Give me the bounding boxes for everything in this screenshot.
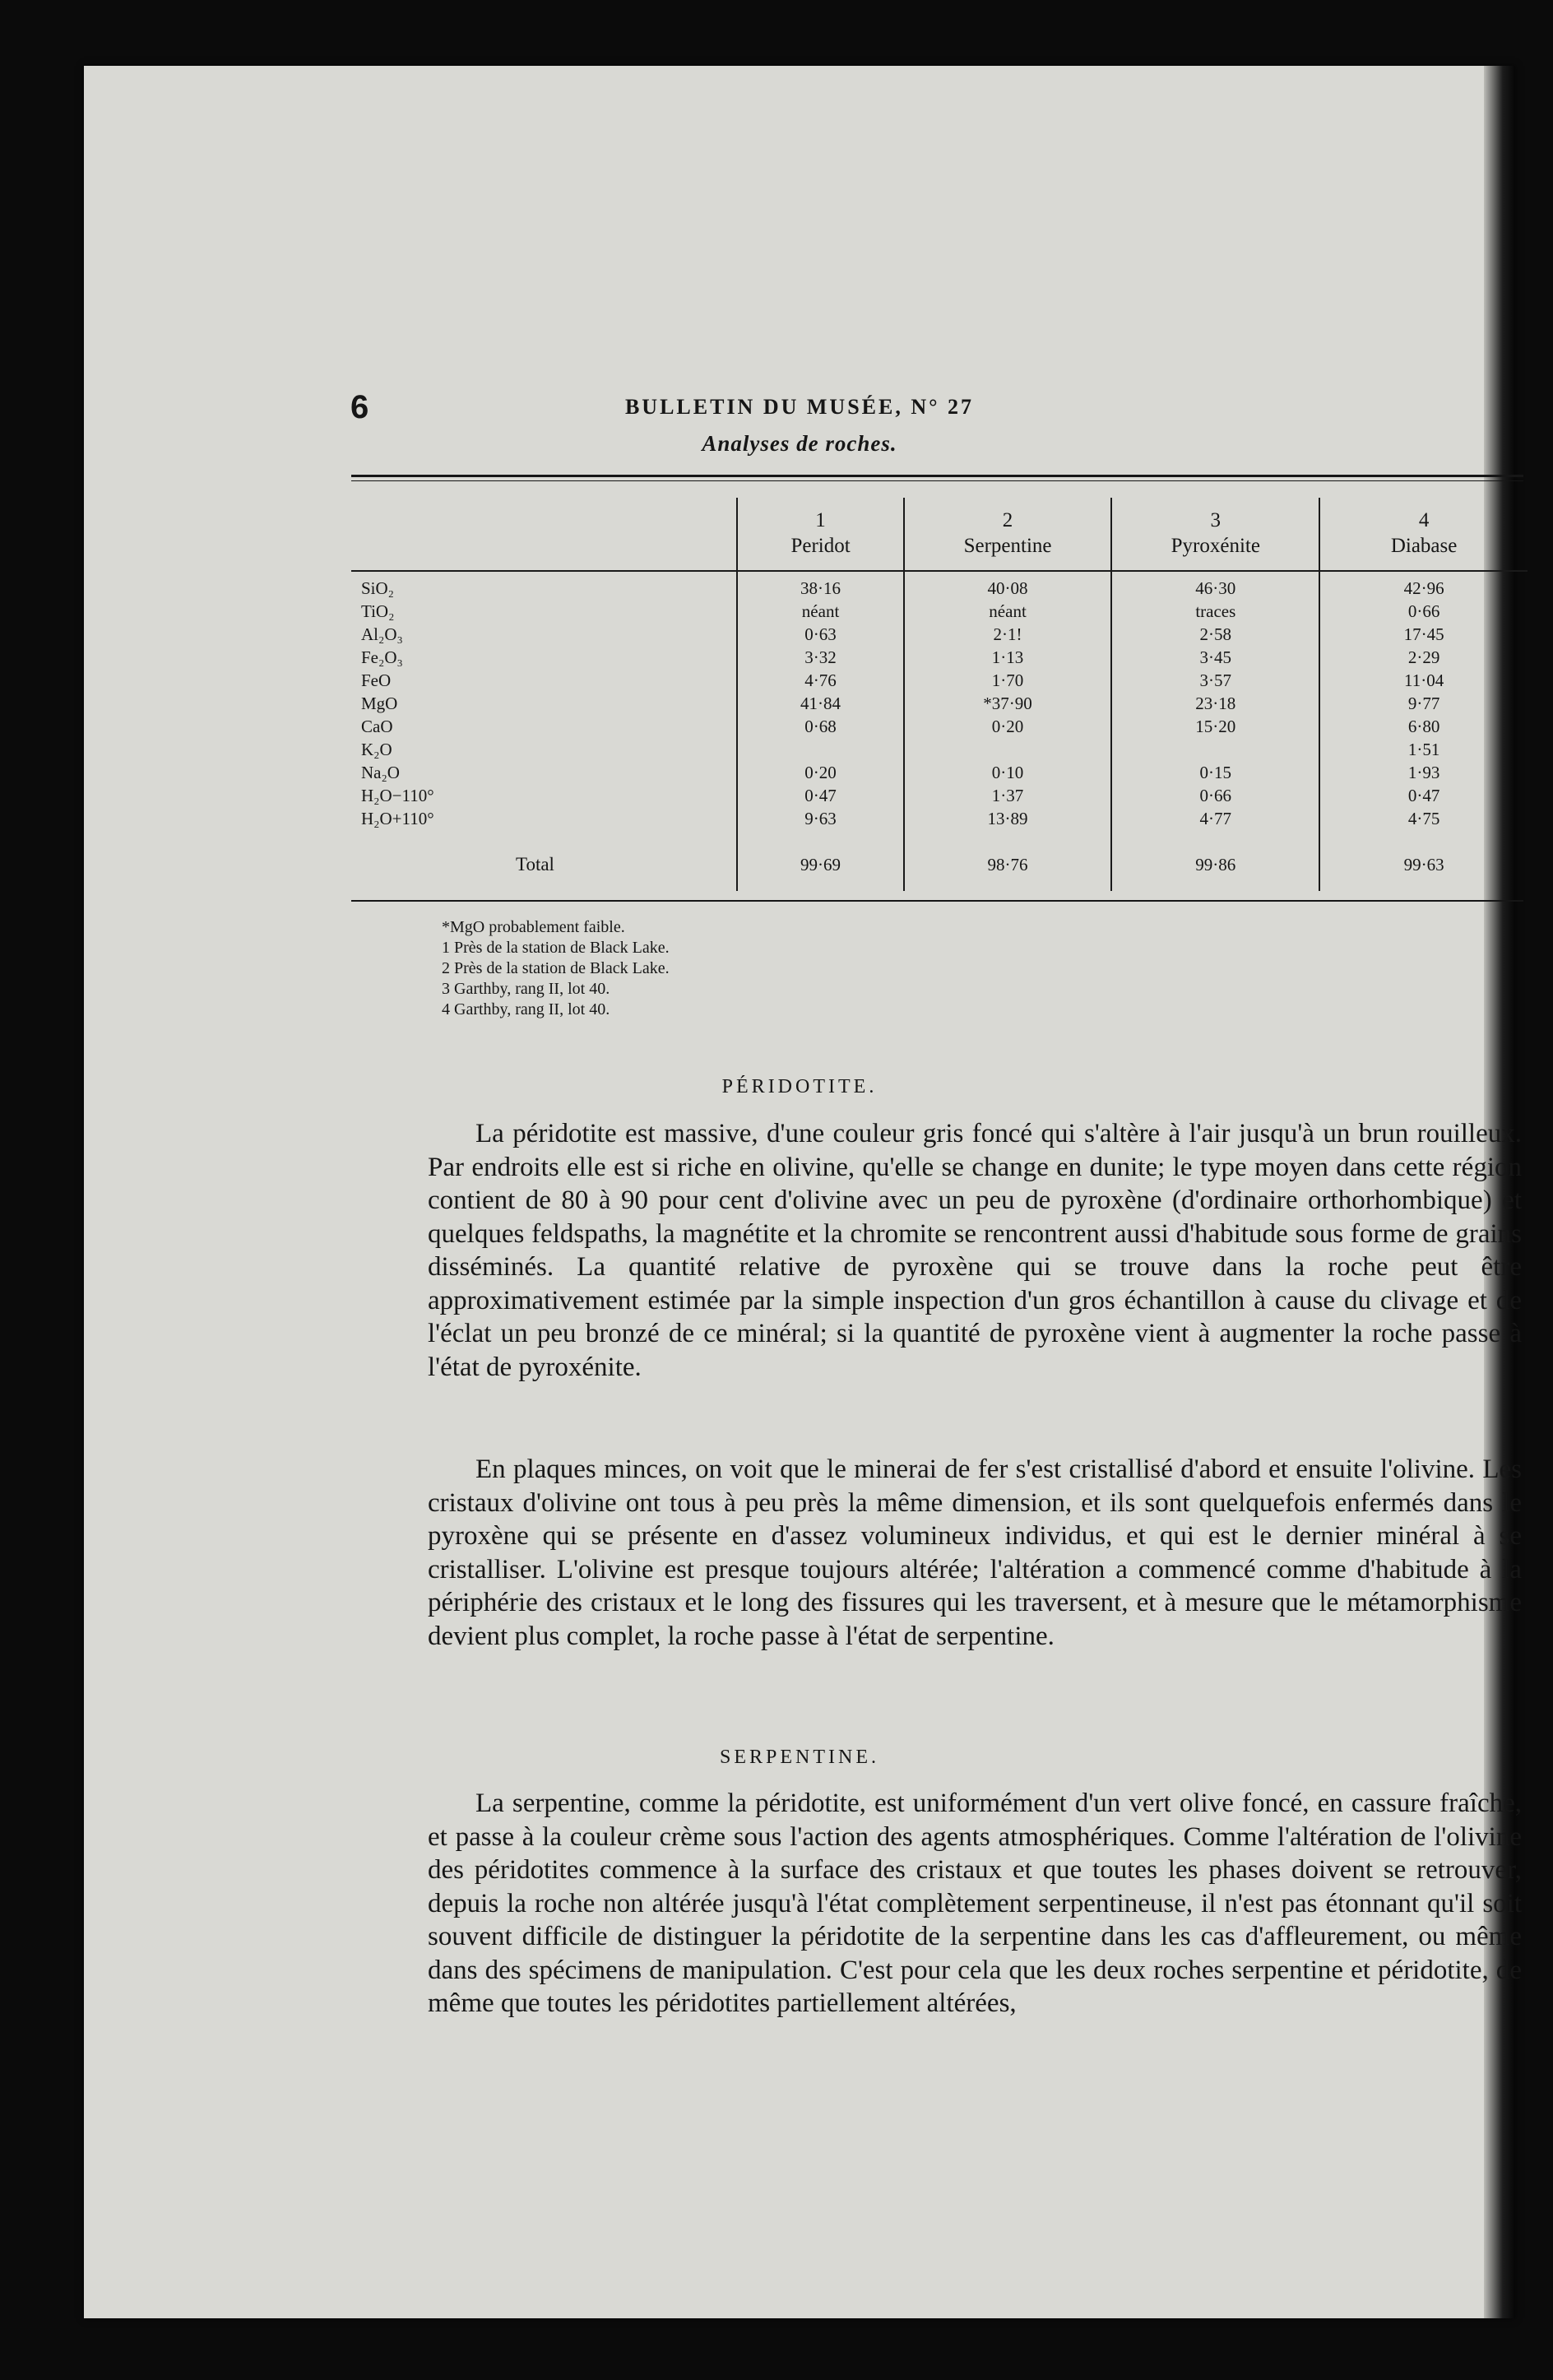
total-label: Total bbox=[516, 854, 554, 875]
column-2-values bbox=[904, 571, 1112, 830]
table-cell: 0·15 bbox=[1199, 763, 1232, 782]
header-blank bbox=[351, 498, 737, 571]
table-cell: 0·68 bbox=[804, 717, 837, 736]
oxide-label: H₂O+110° bbox=[361, 809, 434, 828]
oxide-labels-cell bbox=[351, 571, 737, 830]
column-header-1: 1 Peridot bbox=[737, 498, 903, 571]
table-cell bbox=[905, 738, 1111, 761]
table-caption: Analyses de roches. bbox=[702, 431, 897, 456]
table-cell: 15·20 bbox=[1195, 717, 1236, 736]
oxide-label: Al₂O₃ bbox=[361, 624, 403, 644]
total-2: 98·76 bbox=[904, 830, 1112, 891]
footnote: 1 Près de la station de Black Lake. bbox=[442, 939, 670, 957]
column-header-4: 4 Diabase bbox=[1319, 498, 1528, 571]
table-cell: 3·45 bbox=[1199, 647, 1232, 667]
column-3-values bbox=[1111, 571, 1319, 830]
section-heading-serpentine: SERPENTINE. bbox=[720, 1747, 879, 1768]
oxide-label: CaO bbox=[361, 717, 393, 736]
table-cell bbox=[1112, 738, 1319, 761]
table-cell: 1·51 bbox=[1407, 740, 1440, 759]
table-top-rule bbox=[351, 475, 1523, 477]
footnote: *MgO probablement faible. bbox=[442, 918, 625, 936]
table-cell: 0·66 bbox=[1407, 601, 1440, 621]
footnote: 3 Garthby, rang II, lot 40. bbox=[442, 980, 610, 998]
table-cell: 23·18 bbox=[1195, 694, 1236, 713]
page-number: 6 bbox=[350, 389, 369, 425]
paragraph-peridotite-1: La péridotite est massive, d'une couleur gris foncé qui s'altère à l'air jusqu'à un brun rouilleux. Par endroits elle est si riche en olivine, qu'elle se change en dunite; le type moyen dans cette région contient de 80 à 90 pour cent d'olivine avec un peu de pyroxène (d'ordinaire orthorhombique) et quelques feldspaths, la magnétite et la chromite se rencontrent aussi d'habitude sous forme de grains disséminés. La quantité relative de pyroxène qui se trouve dans la roche peut être approximativement estimée par la simple inspection d'un gros échantillon à cause du clivage et de l'éclat un peu bronzé de ce minéral; si la quantité de pyroxène vient à augmenter la roche passe à l'état de pyroxénite. bbox=[428, 1119, 1522, 1382]
table-cell: 2·1! bbox=[993, 624, 1022, 644]
table-cell: 1·70 bbox=[991, 670, 1024, 690]
oxide-label: MgO bbox=[361, 694, 398, 713]
table-cell: 0·20 bbox=[804, 763, 837, 782]
table-cell: traces bbox=[1195, 601, 1236, 621]
scanned-page bbox=[84, 66, 1522, 2318]
table-cell: 3·32 bbox=[804, 647, 837, 667]
table-footnotes bbox=[442, 917, 670, 1020]
table-cell: 11·04 bbox=[1403, 670, 1444, 690]
total-1: 99·69 bbox=[737, 830, 903, 891]
table-cell: 2·58 bbox=[1199, 624, 1232, 644]
table-cell: 41·84 bbox=[800, 694, 841, 713]
table-cell: 1·37 bbox=[991, 786, 1024, 805]
table-cell: néant bbox=[989, 601, 1027, 621]
table-cell: 40·08 bbox=[987, 578, 1028, 598]
paragraph-serpentine-1: La serpentine, comme la péridotite, est uniformément d'un vert olive foncé, en cassure fraîche, et passe à la couleur crème sous l'action des agents atmosphériques. Comme l'altération de l'olivine des péridotites commence à la surface des cristaux et que toutes les phases doivent se retrouver, depuis la roche non altérée jusqu'à l'état complètement serpentineuse, il n'est pas étonnant qu'il soit souvent difficile de distinguer la péridotite de la serpentine dans les cas d'affleurement, ou même dans des spécimens de manipulation. C'est pour cela que les deux roches serpentine et péridotite, de même que toutes les péridotites partiellement altérées, bbox=[428, 1788, 1522, 2018]
oxide-label: Na₂O bbox=[361, 763, 400, 782]
running-title: BULLETIN DU MUSÉE, N° 27 bbox=[624, 395, 975, 419]
column-header-3: 3 Pyroxénite bbox=[1111, 498, 1319, 571]
total-4: 99·63 bbox=[1319, 830, 1528, 891]
table-cell: 4·77 bbox=[1199, 809, 1232, 828]
column-1-values bbox=[737, 571, 903, 830]
table-cell: 38·16 bbox=[800, 578, 841, 598]
table-cell: 0·20 bbox=[991, 717, 1024, 736]
table-cell: 1·13 bbox=[991, 647, 1024, 667]
column-4-values bbox=[1319, 571, 1528, 830]
table-cell: 42·96 bbox=[1403, 578, 1444, 598]
table-cell bbox=[738, 738, 902, 761]
rock-analysis-table bbox=[351, 498, 1528, 891]
table-cell: 0·47 bbox=[1407, 786, 1440, 805]
section-heading-peridotite: PÉRIDOTITE. bbox=[721, 1076, 878, 1097]
oxide-label: Fe₂O₃ bbox=[361, 647, 403, 667]
table-cell: 13·89 bbox=[987, 809, 1028, 828]
table-cell: 9·77 bbox=[1407, 694, 1440, 713]
column-header-2: 2 Serpentine bbox=[904, 498, 1112, 571]
oxide-label: FeO bbox=[361, 670, 392, 690]
oxide-label: TiO₂ bbox=[361, 601, 395, 621]
oxide-label: SiO₂ bbox=[361, 578, 395, 598]
table-cell: 17·45 bbox=[1403, 624, 1444, 644]
table-cell: 4·75 bbox=[1407, 809, 1440, 828]
oxide-label: H₂O−110° bbox=[361, 786, 434, 805]
total-3: 99·86 bbox=[1111, 830, 1319, 891]
footnote: 2 Près de la station de Black Lake. bbox=[442, 959, 670, 977]
table-cell: 0·47 bbox=[804, 786, 837, 805]
table-cell: 1·93 bbox=[1407, 763, 1440, 782]
oxide-label-list bbox=[351, 577, 736, 830]
table-cell: néant bbox=[801, 601, 840, 621]
table-cell: 9·63 bbox=[804, 809, 837, 828]
paragraph-peridotite-2: En plaques minces, on voit que le minerai de fer s'est cristallisé d'abord et ensuite l'olivine. Les cristaux d'olivine ont tous à peu près la même dimension, et ils sont quelquefois enfermés dans le pyroxène qui se présente en d'assez volumineux individus, et qui est le dernier minéral à se cristalliser. L'olivine est presque toujours altérée; l'altération a commencé comme d'habitude à la périphérie des cristaux et le long des fissures qui les traversent, et à mesure que le métamorphisme devient plus complet, la roche passe à l'état de serpentine. bbox=[428, 1454, 1522, 1651]
footnote: 4 Garthby, rang II, lot 40. bbox=[442, 1000, 610, 1018]
table-cell: 2·29 bbox=[1407, 647, 1440, 667]
table-cell: 0·66 bbox=[1199, 786, 1232, 805]
table-cell: 0·10 bbox=[991, 763, 1024, 782]
oxide-label: K₂O bbox=[361, 740, 392, 759]
table-top-rule-thin bbox=[351, 480, 1523, 481]
table-bottom-rule bbox=[351, 900, 1523, 902]
table-cell: 46·30 bbox=[1195, 578, 1236, 598]
table-cell: 3·57 bbox=[1199, 670, 1232, 690]
table-cell: 6·80 bbox=[1407, 717, 1440, 736]
table-cell: *37·90 bbox=[983, 694, 1032, 713]
table-cell: 4·76 bbox=[804, 670, 837, 690]
table-cell: 0·63 bbox=[804, 624, 837, 644]
